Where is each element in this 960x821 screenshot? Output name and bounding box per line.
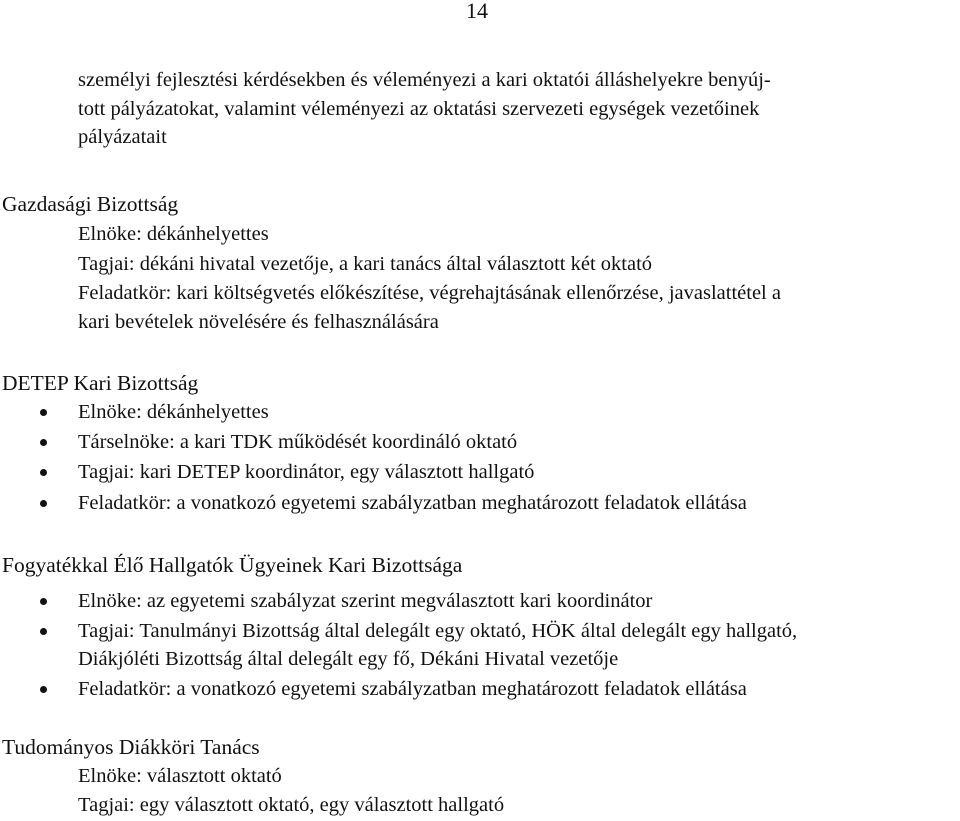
gazdasagi-feladatkor-cont: kari bevételek növelésére és felhasználására [78, 311, 439, 333]
intro-paragraph [78, 66, 958, 152]
list-item-text: Feladatkör: a vonatkozó egyetemi szabályzatban meghatározott feladatok ellátása [78, 678, 747, 700]
tdt-tagjai: Tagjai: egy választott oktató, egy választott hallgató [78, 794, 505, 816]
section-heading-detep: DETEP Kari Bizottság [2, 371, 199, 395]
gazdasagi-feladatkor: Feladatkör: kari költségvetés előkészítése, végrehajtásának ellenőrzése, javaslattétel a [78, 282, 781, 304]
bullet-icon [40, 439, 47, 446]
intro-line: pályázatait [78, 126, 167, 148]
intro-line: tott pályázatokat, valamint véleményezi az oktatási szervezeti egységek vezetőinek [78, 97, 760, 120]
list-item-text: Tagjai: kari DETEP koordinátor, egy választott hallgató [78, 461, 535, 483]
section-heading-gazdasagi: Gazdasági Bizottság [2, 192, 179, 216]
gazdasagi-elnoke: Elnöke: dékánhelyettes [78, 223, 269, 245]
bullet-icon [40, 469, 47, 476]
section-heading-tdt: Tudományos Diákköri Tanács [2, 735, 260, 759]
list-item-text: Társelnöke: a kari TDK működését koordináló oktató [78, 431, 518, 453]
intro-line: személyi fejlesztési kérdésekben és véleményezi a kari oktatói álláshelyekre benyúj- [78, 69, 771, 91]
page-number: 14 [466, 0, 488, 23]
tdt-elnoke: Elnöke: választott oktató [78, 765, 282, 787]
gazdasagi-tagjai: Tagjai: dékáni hivatal vezetője, a kari tanács által választott két oktató [78, 253, 653, 275]
bullet-icon [40, 409, 47, 416]
list-item-text: Tagjai: Tanulmányi Bizottság által delegált egy oktató, HÖK által delegált egy hallgató, [78, 620, 798, 642]
section-heading-fogyatekkal: Fogyatékkal Élő Hallgatók Ügyeinek Kari Bizottsága [2, 553, 463, 577]
list-item-text: Elnöke: dékánhelyettes [78, 401, 269, 423]
bullet-icon [40, 598, 47, 605]
bullet-icon [40, 628, 47, 635]
bullet-icon [40, 686, 47, 693]
bullet-icon [40, 500, 47, 507]
list-item-text: Elnöke: az egyetemi szabályzat szerint megválasztott kari koordinátor [78, 590, 653, 612]
list-item-text: Feladatkör: a vonatkozó egyetemi szabályzatban meghatározott feladatok ellátása [78, 492, 747, 514]
list-item-text-cont: Diákjóléti Bizottság által delegált egy fő, Dékáni Hivatal vezetője [78, 648, 619, 670]
